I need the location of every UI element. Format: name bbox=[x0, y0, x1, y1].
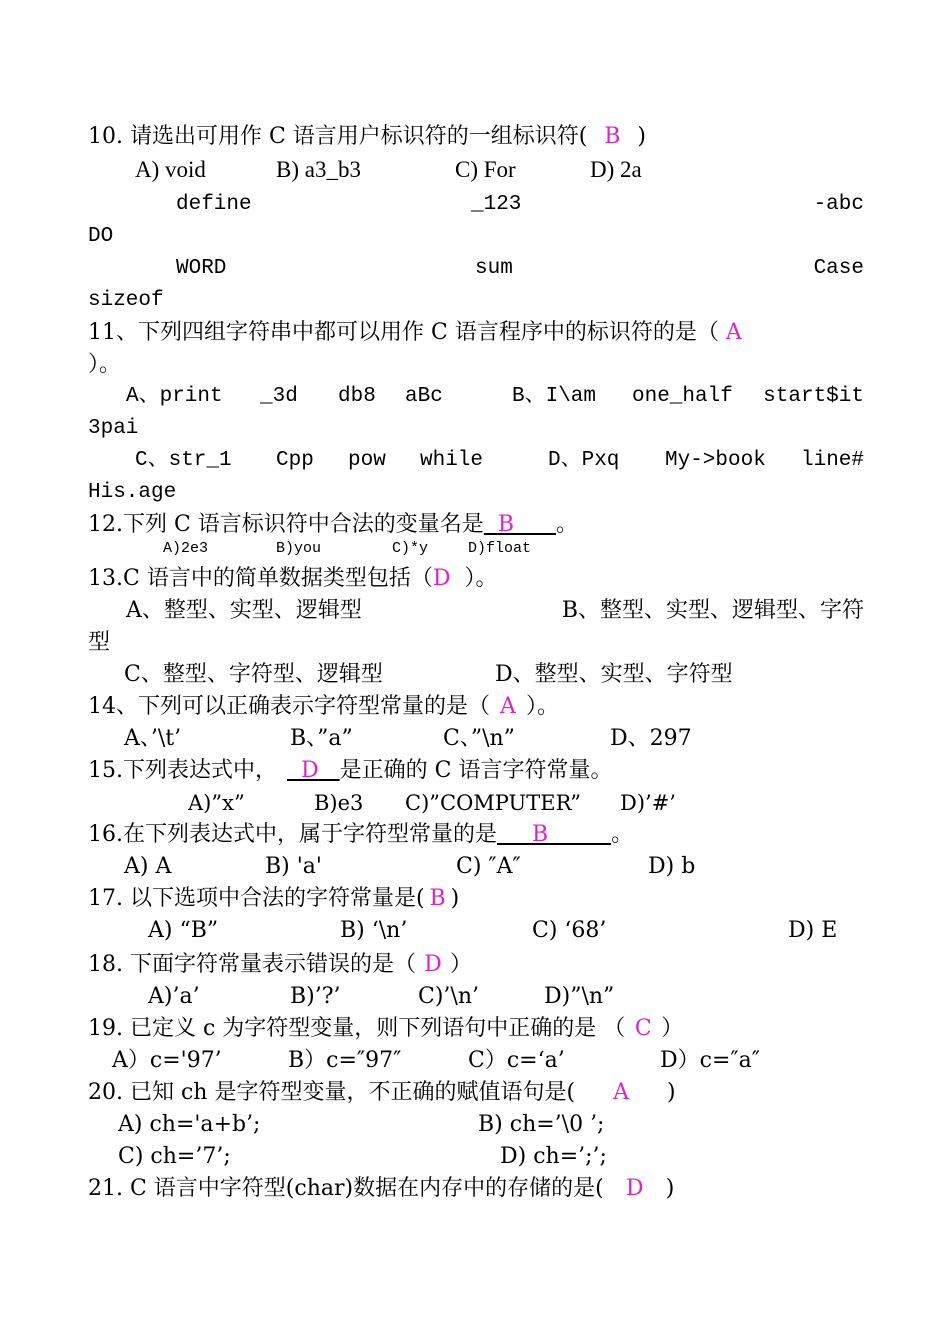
question-text: 20. 已知 ch 是字符型变量，不正确的赋值语句是( bbox=[88, 1080, 576, 1105]
option-d: D)”\n” bbox=[544, 984, 615, 1009]
option-d: D) E bbox=[788, 918, 838, 943]
option-c: C) ″A″ bbox=[456, 854, 521, 879]
q20-options-ab bbox=[88, 1109, 864, 1141]
q10-row5 bbox=[88, 285, 864, 317]
identifier: His.age bbox=[88, 481, 177, 504]
option-d: D)float bbox=[468, 540, 532, 557]
question-text-end: 是正确的 C 语言字符常量。 bbox=[339, 758, 613, 783]
question-text: 13.C 语言中的简单数据类型包括（ bbox=[88, 566, 433, 591]
identifier: 3pai bbox=[88, 417, 139, 440]
answer-mark: B bbox=[497, 512, 514, 537]
option-a: A）c='97’ bbox=[112, 1048, 222, 1073]
paren-close: ) bbox=[667, 1080, 676, 1105]
q17-options bbox=[88, 915, 864, 947]
q11-options-ab-cont bbox=[88, 413, 864, 445]
option-a: A、print bbox=[126, 385, 223, 408]
option-c: C)’\n’ bbox=[418, 984, 479, 1009]
q10-options bbox=[88, 154, 864, 186]
option-c: C) For bbox=[455, 157, 516, 182]
option-d: D、整型、实型、字符型 bbox=[495, 662, 733, 687]
question-text: 12.下列 C 语言标识符中合法的变量名是 bbox=[88, 512, 484, 537]
option-a: A) void bbox=[135, 157, 206, 182]
q19-stem-line bbox=[88, 1013, 864, 1045]
option-c: C) ‘68’ bbox=[532, 918, 607, 943]
identifier: line# bbox=[800, 449, 864, 472]
option-b: B)e3 bbox=[314, 791, 364, 815]
option-d: D) 2a bbox=[590, 157, 642, 182]
question-text: 14、下列可以正确表示字符型常量的是（ bbox=[88, 694, 490, 719]
q16-stem-line bbox=[88, 819, 864, 851]
paren-close: ） bbox=[661, 1016, 684, 1041]
question-text: 21. C 语言中字符型(char)数据在内存中的存储的是( bbox=[88, 1176, 604, 1201]
identifier: My->book bbox=[665, 449, 766, 472]
option-a: A、’\t’ bbox=[124, 726, 182, 751]
question-text: 16.在下列表达式中，属于字符型常量的是 bbox=[88, 822, 497, 847]
option-b: B)you bbox=[276, 540, 322, 557]
answer-mark: B bbox=[531, 822, 549, 847]
option-a: A) ch='a+b’; bbox=[118, 1112, 261, 1137]
identifier: start$it bbox=[763, 385, 864, 408]
option-a: A)2e3 bbox=[163, 540, 209, 557]
identifier: sizeof bbox=[88, 289, 164, 312]
answer-mark: D bbox=[625, 1176, 644, 1201]
answer-blank bbox=[287, 758, 340, 783]
option-d: D) b bbox=[648, 854, 696, 879]
q11-options-ab bbox=[88, 381, 864, 413]
answer-mark: D bbox=[424, 952, 442, 977]
option-b: B) ch=’\0 ’; bbox=[478, 1112, 605, 1137]
answer-mark: D bbox=[432, 566, 451, 591]
period: 。 bbox=[611, 822, 634, 847]
q18-options bbox=[88, 981, 864, 1013]
q10-row3 bbox=[88, 221, 864, 253]
question-text: 17. 以下选项中合法的字符常量是( bbox=[88, 886, 425, 911]
q11-stem-line bbox=[88, 317, 864, 349]
identifier: Cpp bbox=[276, 449, 314, 472]
identifier: aBc bbox=[405, 385, 443, 408]
q10-stem-line bbox=[88, 121, 864, 153]
q17-stem-line bbox=[88, 883, 864, 915]
paren-close: ） bbox=[449, 952, 472, 977]
paren-close: ) bbox=[450, 886, 460, 911]
q16-options bbox=[88, 851, 864, 883]
question-text: 18. 下面字符常量表示错误的是（ bbox=[88, 952, 416, 977]
q20-options-cd bbox=[88, 1141, 864, 1173]
option-b: B、I\am bbox=[512, 385, 597, 408]
answer-mark: B bbox=[604, 124, 621, 149]
option-c: C)*y bbox=[392, 540, 429, 557]
option-a: A)”x” bbox=[188, 791, 245, 815]
q15-stem-line bbox=[88, 755, 864, 787]
option-b: B) 'a' bbox=[265, 854, 322, 879]
q10-row4 bbox=[88, 253, 864, 285]
option-c: C、str_1 bbox=[135, 449, 232, 472]
option-b: B)’?’ bbox=[290, 984, 341, 1009]
q11-options-cd-cont bbox=[88, 477, 864, 509]
paren-close: ) bbox=[665, 1176, 675, 1201]
option-d: D、297 bbox=[610, 726, 692, 751]
identifier: pow bbox=[348, 449, 386, 472]
q13-options-ab bbox=[88, 595, 864, 627]
paren-close: ) bbox=[637, 124, 646, 149]
q13-options-ab-cont bbox=[88, 627, 864, 659]
option-c: C)”COMPUTER” bbox=[405, 791, 581, 815]
identifier: Case bbox=[813, 257, 864, 280]
q15-options bbox=[88, 787, 864, 819]
q14-options bbox=[88, 723, 864, 755]
option-a: A) A bbox=[124, 854, 172, 879]
option-a: A、整型、实型、逻辑型 bbox=[126, 598, 362, 623]
q13-options-cd bbox=[88, 659, 864, 691]
answer-blank bbox=[484, 512, 556, 537]
identifier: WORD bbox=[176, 257, 227, 280]
option-c: C、整型、字符型、逻辑型 bbox=[124, 662, 383, 687]
identifier: while bbox=[420, 449, 484, 472]
identifier: _3d bbox=[260, 385, 298, 408]
q12-options bbox=[88, 536, 864, 562]
option-c: C）c=‘a’ bbox=[468, 1048, 565, 1073]
question-text: 19. 已定义 c 为字符型变量，则下列语句中正确的是 （ bbox=[88, 1016, 626, 1041]
option-c: C) ch=’7’; bbox=[118, 1144, 231, 1169]
option-d: D) ch=’;’; bbox=[500, 1144, 607, 1169]
option-d: D)’#’ bbox=[620, 791, 676, 815]
q14-stem-line bbox=[88, 691, 864, 723]
question-text: 10. 请选出可用作 C 语言用户标识符的一组标识符( bbox=[88, 124, 588, 149]
answer-blank bbox=[497, 822, 611, 847]
identifier: define bbox=[176, 193, 252, 216]
q19-options bbox=[88, 1045, 864, 1077]
identifier: DO bbox=[88, 225, 114, 248]
q13-stem-line bbox=[88, 563, 864, 595]
answer-mark: A bbox=[725, 320, 742, 345]
option-d: D、Pxq bbox=[548, 449, 620, 472]
paren-close: ）。 bbox=[88, 352, 122, 377]
q21-stem-line bbox=[88, 1173, 864, 1205]
answer-mark: C bbox=[634, 1016, 652, 1041]
question-text: 15.下列表达式中， bbox=[88, 758, 277, 783]
q20-stem-line bbox=[88, 1077, 864, 1109]
option-a: A)’a’ bbox=[148, 984, 200, 1009]
q10-row2 bbox=[88, 189, 864, 221]
q11-stem-cont bbox=[88, 349, 864, 381]
option-b-cont: 型 bbox=[88, 630, 111, 655]
option-b: B) a3_b3 bbox=[276, 157, 361, 182]
option-b: B、”a” bbox=[290, 726, 353, 751]
period: 。 bbox=[555, 512, 578, 537]
question-text: 11、下列四组字符串中都可以用作 C 语言程序中的标识符的是（ bbox=[88, 320, 719, 345]
option-d: D）c=″a″ bbox=[660, 1048, 760, 1073]
answer-mark: B bbox=[429, 886, 446, 911]
paren-close: ）。 bbox=[450, 566, 498, 591]
identifier: _123 bbox=[471, 193, 522, 216]
option-b: B) ‘\n’ bbox=[340, 918, 408, 943]
answer-mark: D bbox=[301, 758, 319, 783]
q11-options-cd bbox=[88, 445, 864, 477]
option-b: B、整型、实型、逻辑型、字符 bbox=[561, 598, 864, 623]
paren-close: ）。 bbox=[526, 694, 560, 719]
answer-mark: A bbox=[613, 1080, 629, 1105]
identifier: -abc bbox=[813, 193, 864, 216]
q18-stem-line bbox=[88, 949, 864, 981]
option-c: C、”\n” bbox=[443, 726, 515, 751]
option-b: B）c=″97″ bbox=[288, 1048, 402, 1073]
identifier: sum bbox=[475, 257, 513, 280]
answer-mark: A bbox=[500, 694, 516, 719]
identifier: one_half bbox=[632, 385, 733, 408]
identifier: db8 bbox=[338, 385, 376, 408]
option-a: A) “B” bbox=[148, 918, 219, 943]
